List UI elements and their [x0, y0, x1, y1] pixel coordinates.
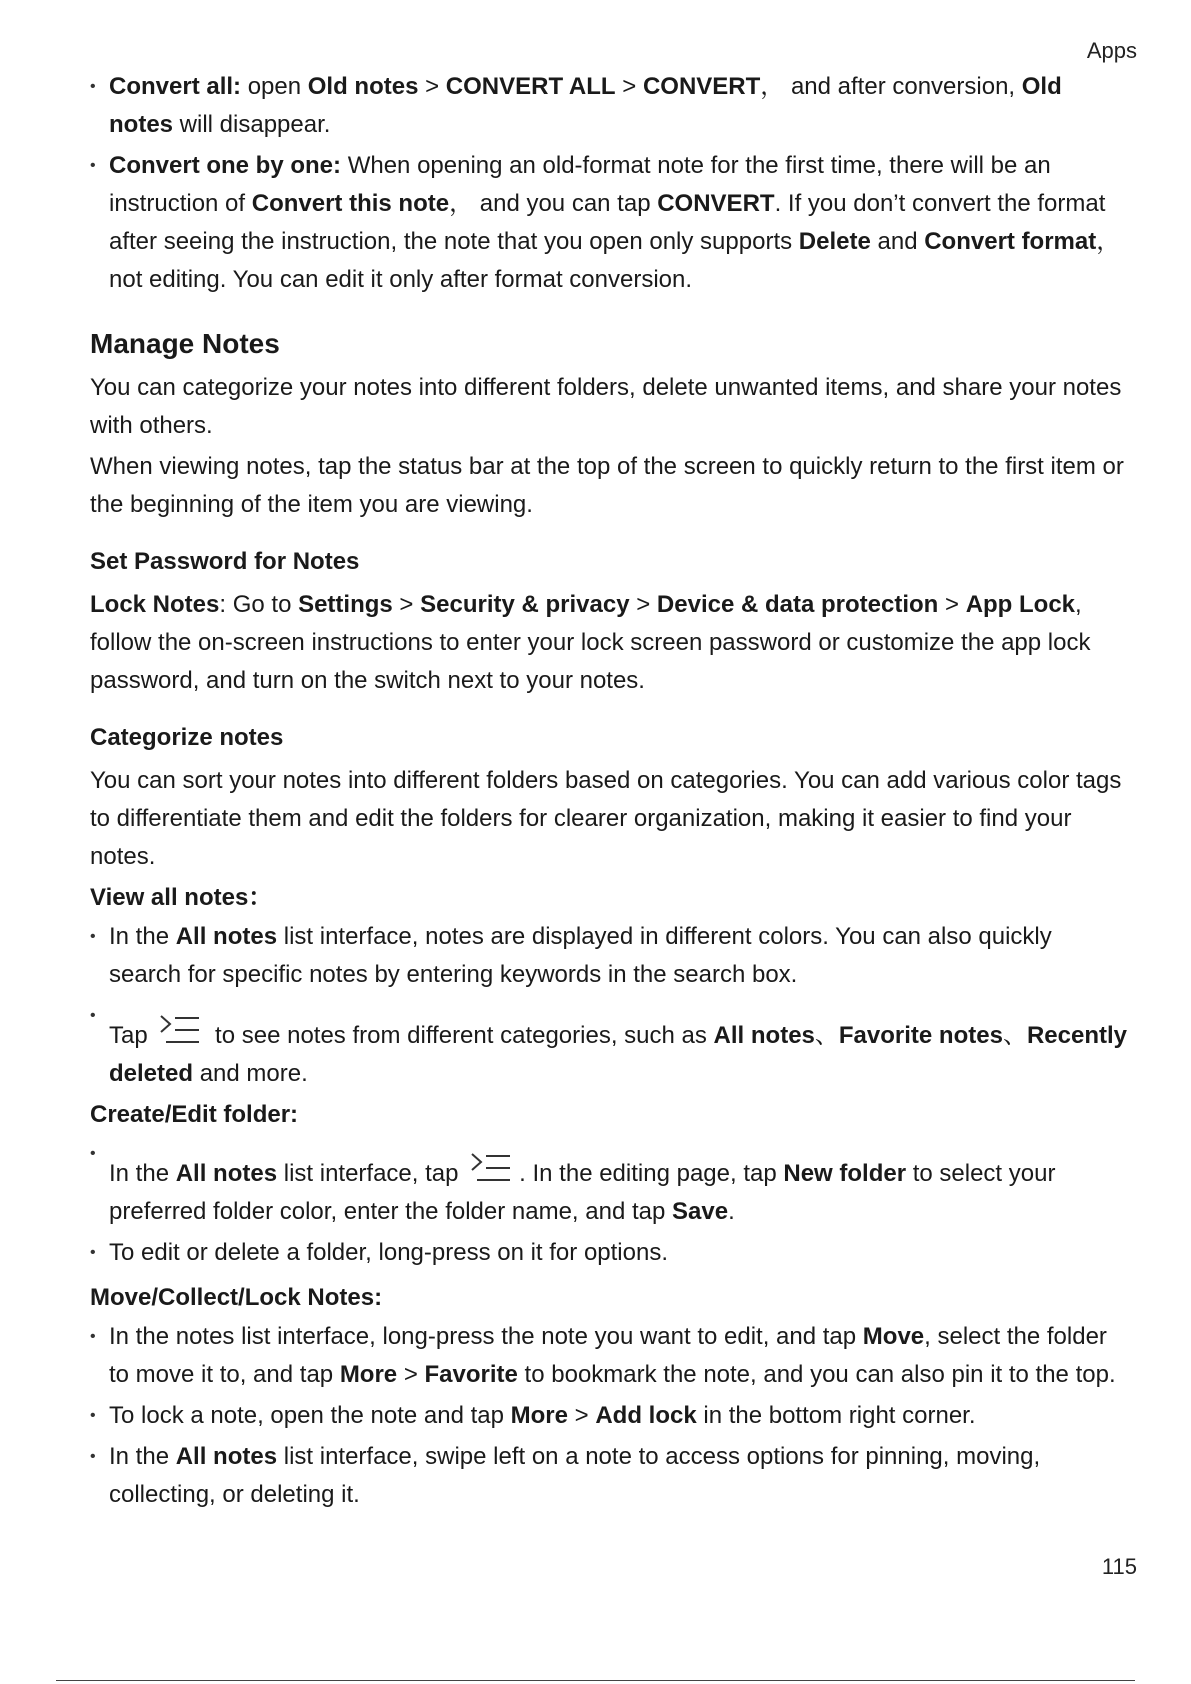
page-content [90, 68, 1130, 1517]
footer-divider [56, 1680, 1135, 1681]
move-collect-lock-heading: Move/Collect/Lock Notes: [90, 1284, 383, 1311]
menu-expand-icon [158, 1013, 202, 1047]
move-list [90, 1318, 1130, 1514]
manage-notes-paragraph: You can categorize your notes into different folders, delete unwanted items, and share your notes with others. [90, 374, 1122, 439]
list-item: • Tap to see notes from different categories, such as All notes、Favorite notes、Recently deleted and more. [90, 997, 1130, 1093]
section-header: Apps [1086, 38, 1137, 63]
status-bar-tip: When viewing notes, tap the status bar at the top of the screen to quickly return to the first item or the beginning of the item you are viewing. [90, 453, 1124, 518]
manage-notes-heading: Manage Notes [90, 328, 280, 359]
set-password-heading: Set Password for Notes [90, 548, 360, 575]
list-item: • In the notes list interface, long-press the note you want to edit, and tap Move, select the folder to move it to, and tap More > Favorite to bookmark the note, and you can also pin it to the top. [90, 1318, 1130, 1394]
list-item: • In the All notes list interface, swipe left on a note to access options for pinning, moving, collecting, or deleting it. [90, 1438, 1130, 1514]
convert-list [90, 68, 1130, 299]
folder-list [90, 1135, 1130, 1272]
categorize-notes-heading: Categorize notes [90, 724, 284, 751]
menu-expand-icon [469, 1151, 513, 1185]
categorize-intro: You can sort your notes into different folders based on categories. You can add various color tags to differentiate them and edit the folders for clearer organization, making it easier to find your notes. [90, 767, 1122, 870]
list-item-convert-one: • Convert one by one: When opening an old-format note for the first time, there will be an instruction of Convert this note， and you can tap CONVERT. If you don’t convert the format after seeing the instruction, the note that you open only supports Delete and Convert format， not editing. You can edit it only after format conversion. [90, 147, 1130, 299]
list-item: • To edit or delete a folder, long-press on it for options. [90, 1234, 1130, 1272]
lock-notes-paragraph: Lock Notes: Go to Settings > Security & privacy > Device & data protection > App Lock, follow the on-screen instructions to enter your lock screen password or customize the app lock password, and turn on the switch next to your notes. [90, 591, 1091, 694]
list-item: • To lock a note, open the note and tap More > Add lock in the bottom right corner. [90, 1397, 1130, 1435]
list-item-convert-all: • Convert all: open Old notes > CONVERT ALL > CONVERT， and after conversion, Old notes will disappear. [90, 68, 1130, 144]
create-edit-folder-heading: Create/Edit folder: [90, 1101, 299, 1128]
list-item: • In the All notes list interface, notes are displayed in different colors. You can also quickly search for specific notes by entering keywords in the search box. [90, 918, 1130, 994]
list-item: • In the All notes list interface, tap . In the editing page, tap New folder to select your preferred folder color, enter the folder name, and tap Save. [90, 1135, 1130, 1231]
view-notes-list [90, 918, 1130, 1093]
page-number: 115 [1101, 1554, 1137, 1579]
view-all-notes-heading: View all notes： [90, 884, 273, 911]
